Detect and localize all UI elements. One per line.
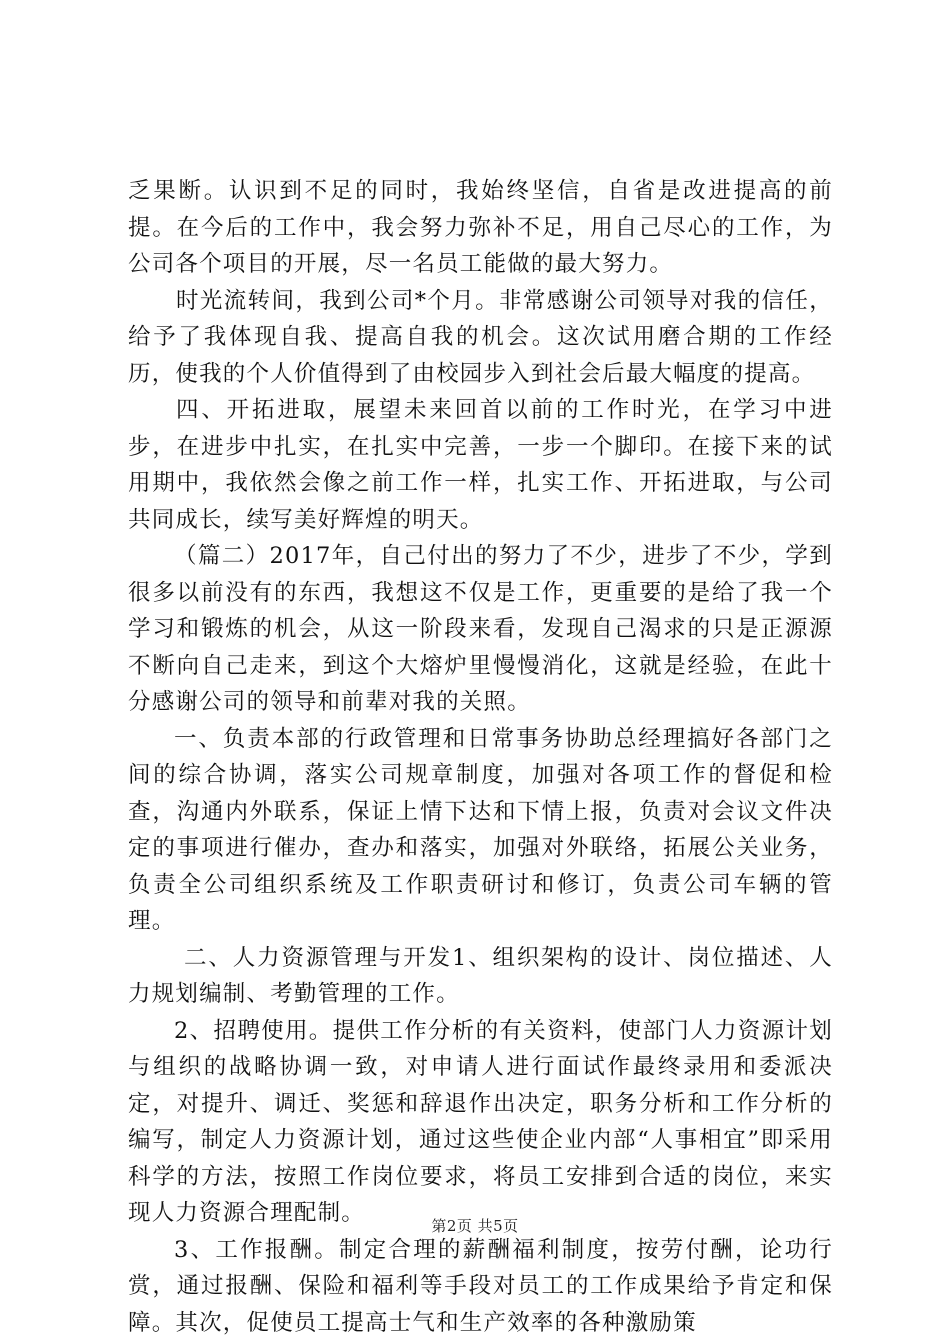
page-number-footer: 第2页 共5页	[431, 1217, 519, 1235]
paragraph-5: 一、负责本部的行政管理和日常事务协助总经理搞好各部门之间的综合协调，落实公司规章制度，加强对各项工作的督促和检查，沟通内外联系，保证上情下达和下情上报，负责对会议文件决定的事项进行催办，查办和落实，加强对外联络，拓展公关业务，负责全公司组织系统及工作职责研讨和修订，负责公司车辆的管理。	[128, 725, 833, 934]
paragraph-2: 时光流转间，我到公司*个月。非常感谢公司领导对我的信任，给予了我体现自我、提高自我的机会。这次试用磨合期的工作经历，使我的个人价值得到了由校园步入到社会后最大幅度的提高。	[128, 287, 833, 387]
paragraph-1: 乏果断。认识到不足的同时，我始终坚信，自省是改进提高的前提。在今后的工作中，我会努力弥补不足，用自己尽心的工作，为公司各个项目的开展，尽一名员工能做的最大努力。	[128, 178, 833, 277]
paragraph-6: 二、人力资源管理与开发1、组织架构的设计、岗位描述、人力规划编制、考勤管理的工作。	[128, 944, 833, 1007]
paragraph-8: 3、工作报酬。制定合理的薪酬福利制度，按劳付酬，论功行赏，通过报酬、保险和福利等手段对员工的工作成果给予肯定和保障。其次，促使员工提高士气和生产效率的各种激励策	[128, 1236, 833, 1336]
document-body	[128, 173, 833, 1341]
paragraph-3: 四、开拓进取，展望未来回首以前的工作时光，在学习中进步，在进步中扎实，在扎实中完善，一步一个脚印。在接下来的试用期中，我依然会像之前工作一样，扎实工作、开拓进取，与公司共同成长，续写美好辉煌的明天。	[128, 397, 833, 533]
paragraph-7: 2、招聘使用。提供工作分析的有关资料，使部门人力资源计划与组织的战略协调一致，对申请人进行面试作最终录用和委派决定，对提升、调迁、奖惩和辞退作出决定，职务分析和工作分析的编写，制定人力资源计划，通过这些使企业内部“人事相宜”即采用科学的方法，按照工作岗位要求，将员工安排到合适的岗位，来实现人力资源合理配制。	[128, 1017, 833, 1226]
paragraph-4: （篇二）2017年，自己付出的努力了不少，进步了不少，学到很多以前没有的东西，我想这不仅是工作，更重要的是给了我一个学习和锻炼的机会，从这一阶段来看，发现自己渴求的只是正源源不断向自己走来，到这个大熔炉里慢慢消化，这就是经验，在此十分感谢公司的领导和前辈对我的关照。	[128, 543, 833, 715]
